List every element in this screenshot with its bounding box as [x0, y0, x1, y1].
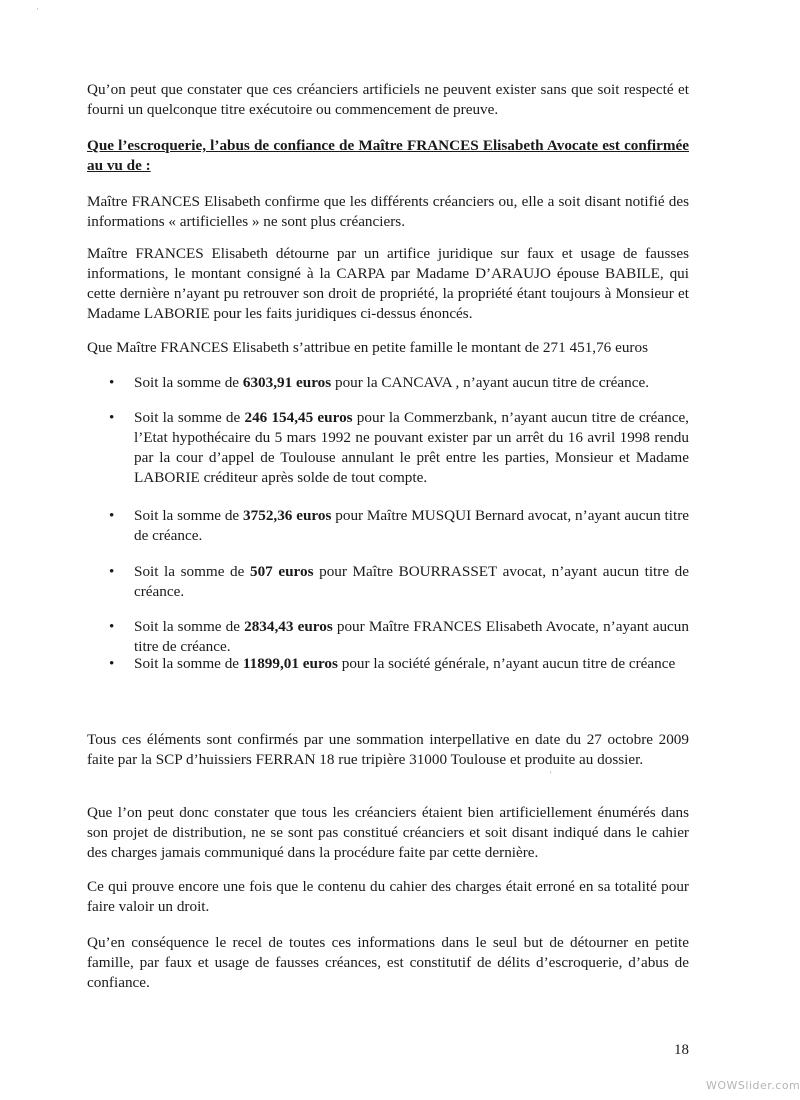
- section-heading: Que l’escroquerie, l’abus de confiance de Maître FRANCES Elisabeth Avocate est confirmée au vu de :: [87, 137, 689, 174]
- paragraph-7: Qu’en conséquence le recel de toutes ces informations dans le seul but de détourner en petite famille, par faux et usage de fausses créances, est constitutif de délits d’escroquerie, d’abus de confiance.: [87, 934, 689, 991]
- amount: 11899,01 euros: [242, 655, 338, 672]
- list-item: • Soit la somme de 246 154,45 euros pour la Commerzbank, n’ayant aucun titre de créance, l’Etat hypothécaire du 5 mars 1992 ne pouvant exister par un arrêt du 16 avril 1998 rendu par la cour d’appel de Toulouse annulant le prêt entre les parties, Monsieur et Madame LABORIE créditeur après solde de tout compte.: [109, 409, 689, 486]
- amount: 507 euros: [249, 563, 314, 580]
- scan-speck: ·: [36, 4, 39, 14]
- amount: 2834,43 euros: [244, 618, 333, 635]
- bullet-icon: •: [109, 618, 115, 635]
- intro-paragraph: Qu’on peut que constater que ces créanciers artificiels ne peuvent exister sans que soit respecté et fourni un quelconque titre exécutoire ou commencement de preuve.: [87, 81, 689, 118]
- scan-speck: ': [550, 770, 552, 780]
- paragraph-4: Tous ces éléments sont confirmés par une sommation interpellative en date du 27 octobre 2009 faite par la SCP d’huissiers FERRAN 18 rue tripière 31000 Toulouse et produite au dossier.: [87, 731, 689, 768]
- amount: 246 154,45 euros: [244, 409, 353, 426]
- paragraph-5: Que l’on peut donc constater que tous les créanciers étaient bien artificiellement énumérés dans son projet de distribution, ne se sont pas constitué créanciers et soit disant indiqué dans le cahier des charges jamais communiqué dans la procédure faite par cette dernière.: [87, 804, 689, 861]
- paragraph-2: Maître FRANCES Elisabeth détourne par un artifice juridique sur faux et usage de fausses informations, le montant consigné à la CARPA par Madame D’ARAUJO épouse BABILE, qui cette dernière n’ayant pu retrouver son droit de propriété, la propriété étant toujours à Monsieur et Madame LABORIE pour les faits juridiques ci-dessus énoncés.: [87, 245, 689, 322]
- list-item: • Soit la somme de 6303,91 euros pour la CANCAVA , n’ayant aucun titre de créance.: [109, 374, 650, 391]
- bullet-icon: •: [109, 563, 115, 580]
- list-item: • Soit la somme de 507 euros pour Maître BOURRASSET avocat, n’ayant aucun titre de créance.: [109, 563, 689, 600]
- list-item: • Soit la somme de 2834,43 euros pour Maître FRANCES Elisabeth Avocate, n’ayant aucun titre de créance.: [109, 618, 689, 655]
- paragraph-6: Ce qui prouve encore une fois que le contenu du cahier des charges était erroné en sa totalité pour faire valoir un droit.: [87, 878, 689, 915]
- paragraph-1: Maître FRANCES Elisabeth confirme que les différents créanciers ou, elle a soit disant notifié des informations « artificielles » ne sont plus créanciers.: [87, 193, 689, 230]
- amount: 6303,91 euros: [242, 374, 332, 391]
- paragraph-3: Que Maître FRANCES Elisabeth s’attribue en petite famille le montant de 271 451,76 euros: [87, 339, 648, 356]
- bullet-icon: •: [109, 374, 115, 391]
- bullet-icon: •: [109, 655, 115, 672]
- list-item: • Soit la somme de 11899,01 euros pour la société générale, n’ayant aucun titre de créance: [109, 655, 676, 672]
- bullet-icon: •: [109, 409, 115, 426]
- page-number: 18: [674, 1042, 689, 1058]
- list-item: • Soit la somme de 3752,36 euros pour Maître MUSQUI Bernard avocat, n’ayant aucun titre de créance.: [109, 507, 689, 544]
- amount: 3752,36 euros: [243, 507, 332, 524]
- watermark: WOWSlider.com: [706, 1079, 800, 1092]
- bullet-icon: •: [109, 507, 115, 524]
